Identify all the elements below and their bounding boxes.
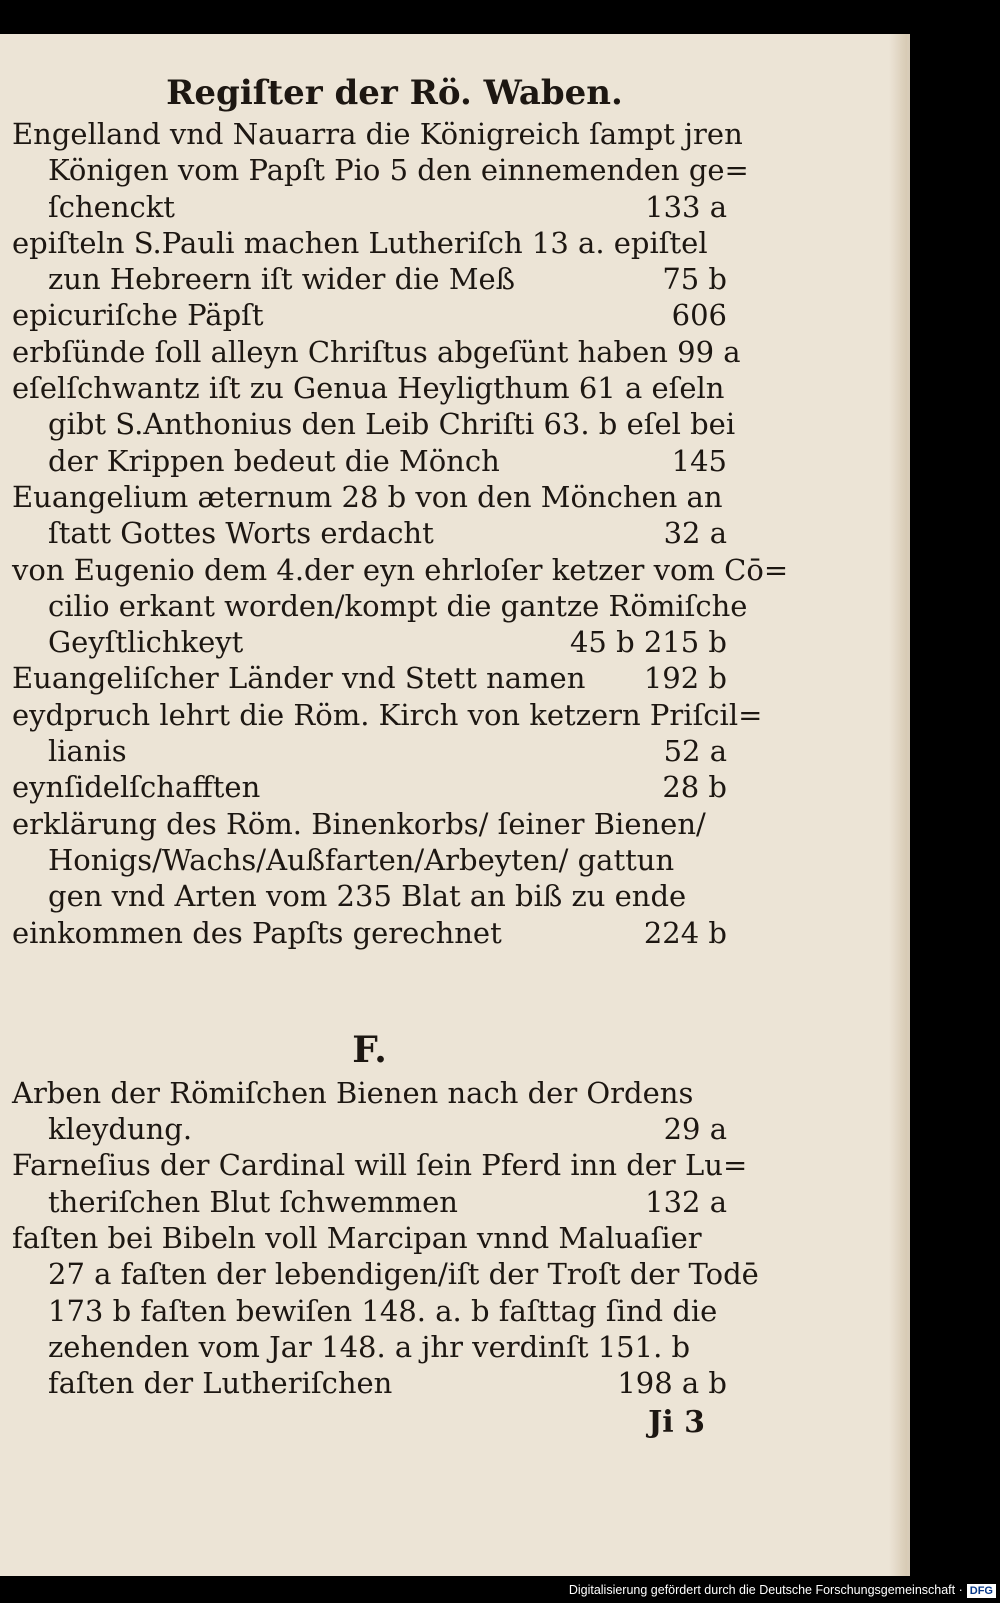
entries-e [12, 116, 789, 951]
entry-line: Honigs/Wachs/Außfarten/Arbeyten/ gattun [48, 842, 675, 877]
register-entry [12, 334, 741, 370]
section-heading: F. [352, 1028, 387, 1071]
entry-reference: 198 a b [617, 1366, 727, 1401]
entry-line: erbſünde ſoll alleyn Chriſtus abgeſünt haben 99 a [12, 334, 741, 369]
entry-line: epiſteln S.Pauli machen Lutheriſch 13 a. epiſtel [12, 225, 708, 260]
entry-reference: 45 b 215 b [569, 625, 727, 660]
entry-line: eynſidelſchafften 28 b [12, 770, 727, 805]
entry-line: Farneſius der Cardinal will ſein Pferd inn der Lu= [12, 1148, 748, 1183]
entry-line: zehenden vom Jar 148. a jhr verdinſt 151. b [48, 1329, 691, 1364]
entry-line: ſtatt Gottes Worts erdacht 32 a [48, 516, 727, 551]
entry-line: Geyſtlichkeyt 45 b 215 b [48, 625, 727, 660]
entry-line: Arben der Römiſchen Bienen nach der Ordens [12, 1075, 694, 1110]
catchword: Ji 3 [648, 1404, 705, 1440]
entry-line: gibt S.Anthonius den Leib Chriſti 63. b eſel bei [48, 407, 736, 442]
register-text [12, 70, 789, 1444]
register-entry [12, 1220, 759, 1401]
entry-line: ſchenckt 133 a [48, 189, 727, 224]
entry-line: der Krippen bedeut die Mönch 145 [48, 443, 727, 478]
register-entry [12, 769, 727, 805]
entry-line: zun Hebreern iſt wider die Meß 75 b [48, 262, 727, 297]
entry-line: 173 b faſten bewiſen 148. a. b faſttag ſind die [48, 1293, 718, 1328]
entry-line: Engelland vnd Nauarra die Königreich ſampt jren [12, 117, 743, 151]
entry-line: theriſchen Blut ſchwemmen 132 a [48, 1184, 727, 1219]
entry-line: Königen vom Papſt Pio 5 den einnemenden ge= [48, 153, 749, 188]
entry-line: faſten bei Bibeln voll Marcipan vnnd Maluaſier [12, 1221, 702, 1256]
page-edge [889, 34, 907, 1576]
entry-reference: 29 a [663, 1112, 727, 1147]
register-entry [12, 479, 727, 552]
register-entry [12, 806, 727, 915]
entry-line: erklärung des Röm. Binenkorbs/ ſeiner Bienen/ [12, 806, 706, 841]
register-entry [12, 915, 727, 951]
entry-line: lianis 52 a [48, 734, 727, 769]
register-entry [12, 697, 763, 770]
register-entry [12, 1147, 748, 1220]
entry-reference: 133 a [645, 189, 727, 224]
dfg-logo: DFG [967, 1584, 996, 1598]
entry-reference: 52 a [663, 734, 727, 769]
entry-line: cilio erkant worden/kompt die gantze Römiſche [48, 588, 748, 623]
entry-line: eydpruch lehrt die Röm. Kirch von ketzern Priſcil= [12, 697, 763, 732]
entry-line: faſten der Lutheriſchen 198 a b [48, 1366, 727, 1401]
register-entry [12, 660, 727, 696]
register-entry [12, 225, 727, 298]
entry-reference: 75 b [662, 262, 727, 297]
entry-reference: 132 a [645, 1184, 727, 1219]
entry-reference: 32 a [663, 516, 727, 551]
footer-text: Digitalisierung gefördert durch die Deutsche Forschungsgemeinschaft · [568, 1583, 963, 1597]
entry-reference: 606 [671, 298, 727, 333]
entry-line: Euangeliſcher Länder vnd Stett namen 192 b [12, 661, 727, 696]
register-entry [12, 370, 736, 479]
page-title: Regiſter der Rö. Waben. [166, 73, 623, 113]
entry-line: epicuriſche Päpſt 606 [12, 298, 727, 333]
entry-reference: 192 b [643, 661, 727, 696]
entry-line: Euangelium æternum 28 b von den Mönchen an [12, 479, 723, 514]
entry-line: kleydung. 29 a [48, 1112, 727, 1147]
entry-line: 27 a faſten der lebendigen/iſt der Troſt der Todē [48, 1257, 759, 1292]
register-entry [12, 116, 749, 225]
entry-line: einkommen des Papſts gerechnet 224 b [12, 915, 727, 950]
entry-reference: 28 b [662, 770, 727, 805]
register-entry [12, 552, 789, 661]
register-entry [12, 1075, 727, 1148]
entry-reference: 224 b [643, 915, 727, 950]
entry-line: gen vnd Arten vom 235 Blat an biß zu ende [48, 879, 687, 914]
footer-credit [569, 1579, 996, 1601]
entry-reference: 145 [671, 443, 727, 478]
register-entry [12, 297, 727, 333]
entry-line: eſelſchwantz iſt zu Genua Heyligthum 61 a eſeln [12, 371, 725, 406]
section-gap [12, 951, 727, 1025]
book-page [0, 34, 910, 1576]
entry-line: von Eugenio dem 4.der eyn ehrloſer ketzer vom Cō= [12, 552, 789, 587]
entries-f [12, 1075, 759, 1402]
